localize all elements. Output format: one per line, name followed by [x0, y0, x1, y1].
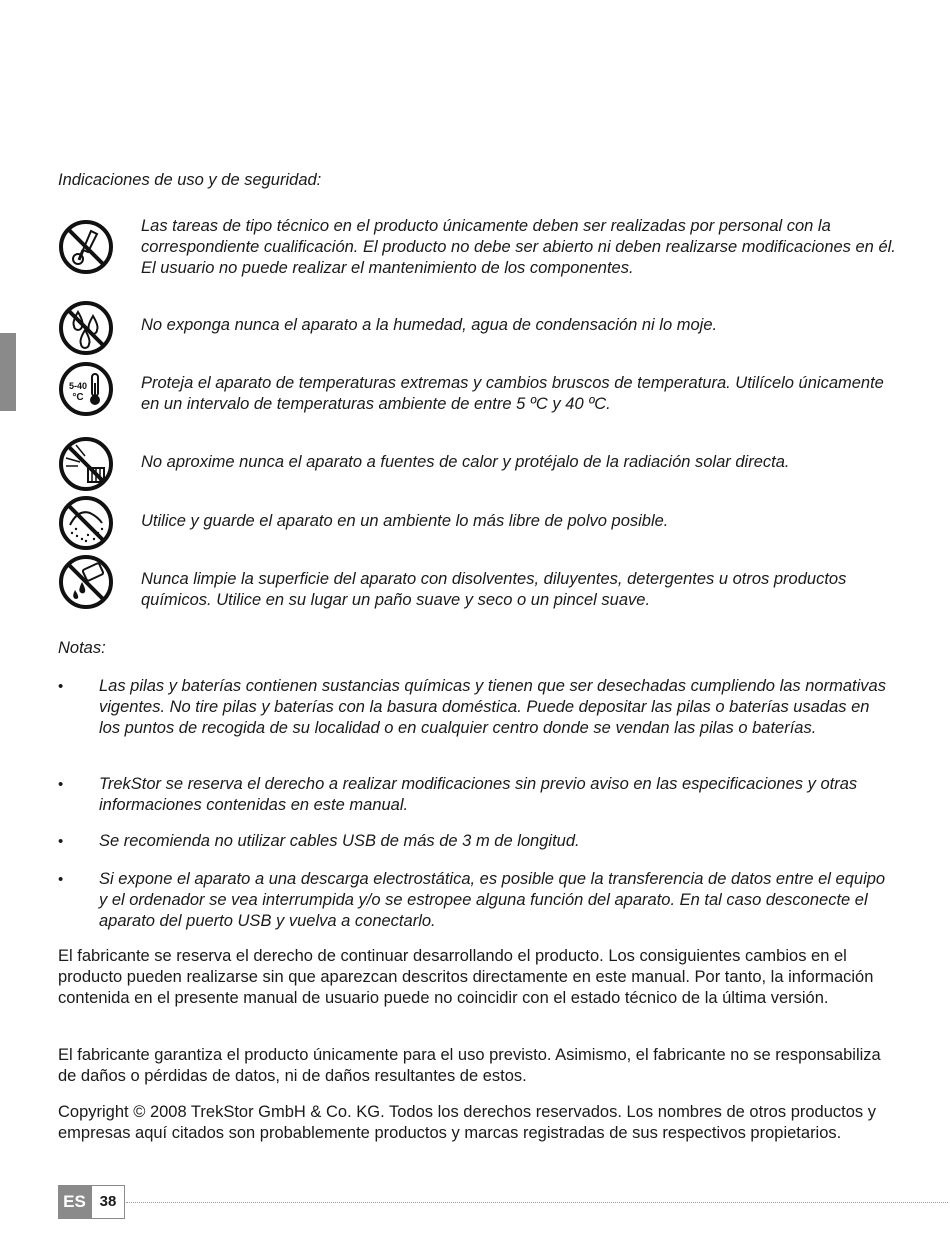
temperature-range-label: 5-40 [68, 381, 88, 391]
no-tools-icon [58, 219, 114, 275]
warning-text: Las tareas de tipo técnico en el producto únicamente deben ser realizadas por personal con la correspondiente cualificación. El producto no debe ser abierto ni deben realizarse modificaciones en él. El usuario no puede realizar el mantenimiento de los componentes. [141, 217, 896, 277]
warning-text: Proteja el aparato de temperaturas extremas y cambios bruscos de temperatura. Utilícelo únicamente en un intervalo de temperaturas ambiente de entre 5 ºC y 40 ºC. [141, 374, 884, 413]
temperature-unit-label: °C [72, 392, 84, 403]
paragraph-copyright: Copyright © 2008 TrekStor GmbH & Co. KG. Todos los derechos reservados. Los nombres de otros productos y empresas aquí citados son probablemente productos y marcas registradas de sus respectivos propietarios. [58, 1103, 876, 1142]
note-text: Se recomienda no utilizar cables USB de más de 3 m de longitud. [99, 832, 580, 850]
side-section-tab [0, 333, 16, 411]
warning-text: No aproxime nunca el aparato a fuentes de calor y protéjalo de la radiación solar directa. [141, 453, 790, 471]
no-moisture-icon [58, 300, 114, 356]
paragraph-development: El fabricante se reserva el derecho de continuar desarrollando el producto. Los consiguientes cambios en el producto pueden realizarse sin que aparezcan descritos directamente en este manual. Por tanto, la información contenida en el presente manual de usuario puede no coincidir con el estado técnico de la última versión. [58, 947, 874, 1007]
no-heat-sun-icon [58, 436, 114, 492]
warning-text: Utilice y guarde el aparato en un ambiente lo más libre de polvo posible. [141, 512, 669, 530]
no-chemicals-icon [58, 554, 114, 610]
note-text: Las pilas y baterías contienen sustancias químicas y tienen que ser desechadas cumpliendo las normativas vigentes. No tire pilas y baterías con la basura doméstica. Puede depositar las pilas o baterías usadas en los puntos de recogida de su localidad o en cualquier centro donde se vendan las pilas o baterías. [99, 677, 886, 737]
no-dust-icon [58, 495, 114, 551]
page-number: 38 [91, 1185, 125, 1219]
language-tab: ES [58, 1185, 91, 1219]
paragraph-warranty: El fabricante garantiza el producto únicamente para el uso previsto. Asimismo, el fabricante no se responsabiliza de daños o pérdidas de datos, ni de daños resultantes de estos. [58, 1046, 881, 1085]
bullet: • [58, 833, 64, 850]
bullet: • [58, 871, 64, 888]
safety-heading: Indicaciones de uso y de seguridad: [58, 171, 322, 189]
bullet: • [58, 776, 64, 793]
page-footer [58, 1185, 948, 1219]
note-text: TrekStor se reserva el derecho a realizar modificaciones sin previo aviso en las especificaciones y otras informaciones contenidas en este manual. [99, 775, 858, 814]
note-text: Si expone el aparato a una descarga electrostática, es posible que la transferencia de datos entre el equipo y el ordenador se vea interrumpida y/o se estropee alguna función del aparato. En tal caso desconecte el aparato del puerto USB y vuelva a conectarlo. [99, 870, 886, 930]
footer-dotted-rule [126, 1202, 948, 1203]
warning-text: Nunca limpie la superficie del aparato con disolventes, diluyentes, detergentes u otros productos químicos. Utilice en su lugar un paño suave y seco o un pincel suave. [141, 570, 847, 609]
temperature-icon [58, 361, 114, 417]
bullet: • [58, 678, 64, 695]
warning-text: No exponga nunca el aparato a la humedad, agua de condensación ni lo moje. [141, 316, 718, 334]
notes-title: Notas: [58, 639, 106, 657]
